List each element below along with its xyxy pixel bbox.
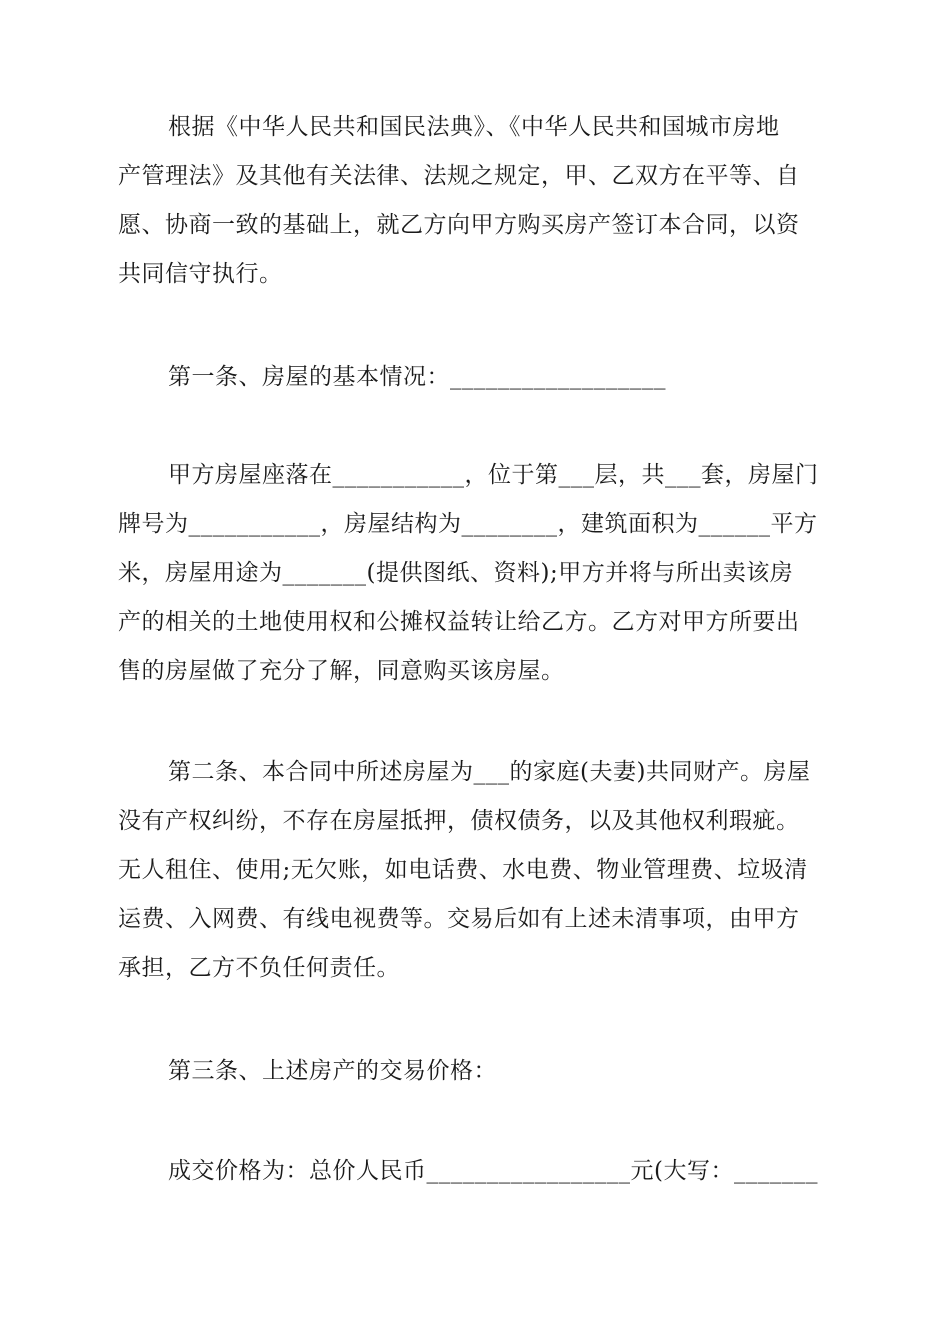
text-line: 愿、协商一致的基础上，就乙方向甲方购买房产签订本合同，以资 [118,212,800,238]
text-line: 米，房屋用途为_______(提供图纸、资料);甲方并将与所出卖该房 [118,560,794,586]
article-1-heading [118,353,830,402]
text-line: 根据《中华人民共和国民法典》、《中华人民共和国城市房地 [168,114,780,140]
text-line: 第一条、房屋的基本情况：__________________ [168,364,666,390]
text-line: 甲方房屋座落在___________，位于第___层，共___套，房屋门 [168,462,819,488]
article-2-paragraph [118,748,830,993]
preamble-paragraph [118,103,830,299]
text-line: 没有产权纠纷，不存在房屋抵押，债权债务，以及其他权利瑕疵。 [118,808,800,834]
text-line: 运费、入网费、有线电视费等。交易后如有上述未清事项，由甲方 [118,906,800,932]
text-line: 牌号为___________，房屋结构为________，建筑面积为______平方 [118,511,818,537]
text-line: 产管理法》及其他有关法律、法规之规定，甲、乙双方在平等、自 [118,163,800,189]
text-line: 无人租住、使用;无欠账，如电话费、水电费、物业管理费、垃圾清 [118,857,808,883]
text-line: 共同信守执行。 [118,261,283,287]
price-paragraph [118,1147,830,1196]
text-line: 产的相关的土地使用权和公摊权益转让给乙方。乙方对甲方所要出 [118,609,800,635]
text-line: 售的房屋做了充分了解，同意购买该房屋。 [118,658,565,684]
text-line: 第三条、上述房产的交易价格： [168,1058,497,1084]
text-line: 第二条、本合同中所述房屋为___的家庭(夫妻)共同财产。房屋 [168,759,811,785]
property-details-paragraph [118,451,830,696]
text-line: 成交价格为：总价人民币_________________元(大写：_______ [168,1158,818,1184]
article-3-heading [118,1047,830,1096]
text-line: 承担，乙方不负任何责任。 [118,955,400,981]
